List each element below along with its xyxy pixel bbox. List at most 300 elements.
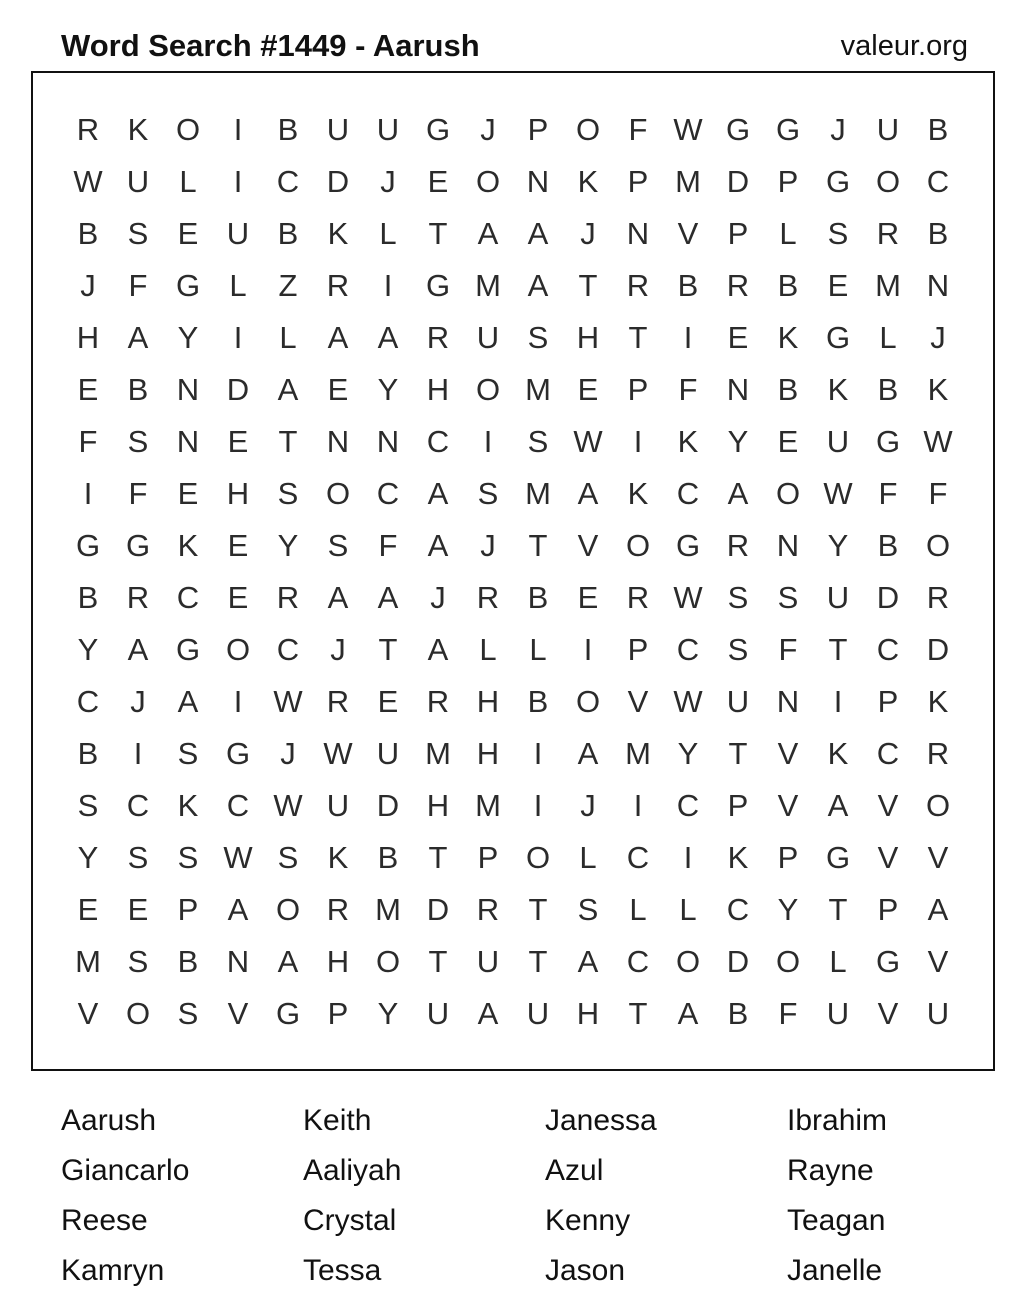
grid-letter[interactable]: T [828, 891, 848, 927]
grid-letter[interactable]: P [777, 163, 799, 199]
grid-letter[interactable]: D [376, 787, 400, 823]
grid-letter[interactable]: I [683, 319, 693, 355]
grid-letter[interactable]: T [278, 423, 298, 459]
grid-letter[interactable]: T [728, 735, 748, 771]
grid-letter[interactable]: E [177, 215, 199, 251]
grid-letter[interactable]: G [825, 839, 851, 875]
grid-letter[interactable]: W [323, 735, 353, 771]
grid-letter[interactable]: I [833, 683, 843, 719]
grid-letter[interactable]: V [677, 215, 699, 251]
grid-letter[interactable]: V [877, 995, 899, 1031]
grid-letter[interactable]: H [326, 943, 350, 979]
grid-letter[interactable]: K [927, 683, 949, 719]
grid-letter[interactable]: O [275, 891, 301, 927]
grid-letter[interactable]: S [527, 423, 549, 459]
grid-letter[interactable]: P [727, 215, 749, 251]
grid-letter[interactable]: H [576, 995, 600, 1031]
grid-letter[interactable]: A [427, 527, 449, 563]
grid-letter[interactable]: L [629, 891, 647, 927]
grid-letter[interactable]: A [127, 319, 149, 355]
grid-letter[interactable]: E [77, 891, 99, 927]
grid-letter[interactable]: F [928, 475, 948, 511]
grid-letter[interactable]: T [528, 943, 548, 979]
grid-letter[interactable]: J [130, 683, 146, 719]
grid-letter[interactable]: A [677, 995, 699, 1031]
grid-letter[interactable]: B [727, 995, 749, 1031]
grid-letter[interactable]: H [426, 371, 450, 407]
grid-letter[interactable]: E [577, 371, 599, 407]
grid-letter[interactable]: D [926, 631, 950, 667]
grid-letter[interactable]: D [326, 163, 350, 199]
grid-letter[interactable]: S [727, 579, 749, 615]
grid-letter[interactable]: O [775, 475, 801, 511]
grid-letter[interactable]: J [80, 267, 96, 303]
grid-letter[interactable]: A [177, 683, 199, 719]
grid-letter[interactable]: C [276, 631, 300, 667]
grid-letter[interactable]: H [576, 319, 600, 355]
grid-letter[interactable]: W [273, 683, 303, 719]
grid-letter[interactable]: C [626, 839, 650, 875]
grid-letter[interactable]: Y [727, 423, 749, 459]
grid-letter[interactable]: K [577, 163, 599, 199]
grid-letter[interactable]: V [877, 787, 899, 823]
grid-letter[interactable]: O [475, 163, 501, 199]
grid-letter[interactable]: S [77, 787, 99, 823]
grid-letter[interactable]: R [626, 267, 650, 303]
grid-letter[interactable]: Y [777, 891, 799, 927]
grid-letter[interactable]: G [75, 527, 101, 563]
grid-letter[interactable]: M [875, 267, 901, 303]
grid-letter[interactable]: B [377, 839, 399, 875]
grid-letter[interactable]: E [577, 579, 599, 615]
grid-letter[interactable]: G [825, 319, 851, 355]
grid-letter[interactable]: U [726, 683, 750, 719]
grid-letter[interactable]: K [127, 111, 149, 147]
grid-letter[interactable]: B [777, 371, 799, 407]
grid-letter[interactable]: Y [677, 735, 699, 771]
grid-letter[interactable]: K [677, 423, 699, 459]
grid-letter[interactable]: C [676, 475, 700, 511]
grid-letter[interactable]: J [330, 631, 346, 667]
grid-letter[interactable]: I [233, 163, 243, 199]
grid-letter[interactable]: D [726, 163, 750, 199]
grid-letter[interactable]: K [327, 839, 349, 875]
grid-letter[interactable]: I [483, 423, 493, 459]
grid-letter[interactable]: I [683, 839, 693, 875]
grid-letter[interactable]: S [177, 735, 199, 771]
grid-letter[interactable]: J [280, 735, 296, 771]
grid-letter[interactable]: P [627, 163, 649, 199]
grid-letter[interactable]: A [227, 891, 249, 927]
grid-letter[interactable]: U [426, 995, 450, 1031]
grid-letter[interactable]: M [475, 267, 501, 303]
grid-letter[interactable]: N [326, 423, 350, 459]
grid-letter[interactable]: E [727, 319, 749, 355]
grid-letter[interactable]: I [83, 475, 93, 511]
grid-letter[interactable]: W [223, 839, 253, 875]
grid-letter[interactable]: J [480, 111, 496, 147]
grid-letter[interactable]: L [229, 267, 247, 303]
grid-letter[interactable]: C [876, 631, 900, 667]
grid-letter[interactable]: F [128, 475, 148, 511]
grid-letter[interactable]: R [476, 579, 500, 615]
grid-letter[interactable]: S [727, 631, 749, 667]
grid-letter[interactable]: C [226, 787, 250, 823]
grid-letter[interactable]: E [327, 371, 349, 407]
grid-letter[interactable]: F [678, 371, 698, 407]
grid-letter[interactable]: G [175, 631, 201, 667]
grid-letter[interactable]: E [227, 423, 249, 459]
grid-letter[interactable]: Z [278, 267, 298, 303]
grid-letter[interactable]: G [875, 423, 901, 459]
grid-letter[interactable]: L [829, 943, 847, 979]
grid-letter[interactable]: K [327, 215, 349, 251]
grid-letter[interactable]: T [378, 631, 398, 667]
grid-letter[interactable]: T [628, 319, 648, 355]
grid-letter[interactable]: B [877, 527, 899, 563]
grid-letter[interactable]: U [476, 943, 500, 979]
grid-letter[interactable]: O [575, 683, 601, 719]
grid-letter[interactable]: W [923, 423, 953, 459]
grid-letter[interactable]: S [277, 839, 299, 875]
grid-letter[interactable]: F [128, 267, 148, 303]
grid-letter[interactable]: G [125, 527, 151, 563]
grid-letter[interactable]: P [327, 995, 349, 1031]
grid-letter[interactable]: D [226, 371, 250, 407]
grid-letter[interactable]: A [277, 943, 299, 979]
grid-letter[interactable]: P [727, 787, 749, 823]
grid-letter[interactable]: A [527, 267, 549, 303]
grid-letter[interactable]: T [428, 215, 448, 251]
grid-letter[interactable]: V [777, 735, 799, 771]
grid-letter[interactable]: J [430, 579, 446, 615]
grid-letter[interactable]: N [376, 423, 400, 459]
grid-letter[interactable]: U [526, 995, 550, 1031]
grid-letter[interactable]: A [327, 579, 349, 615]
grid-letter[interactable]: A [277, 371, 299, 407]
grid-letter[interactable]: O [675, 943, 701, 979]
grid-letter[interactable]: A [127, 631, 149, 667]
grid-letter[interactable]: G [425, 111, 451, 147]
grid-letter[interactable]: O [525, 839, 551, 875]
grid-letter[interactable]: F [78, 423, 98, 459]
grid-letter[interactable]: R [726, 527, 750, 563]
grid-letter[interactable]: T [428, 943, 448, 979]
grid-letter[interactable]: U [826, 579, 850, 615]
grid-letter[interactable]: N [626, 215, 650, 251]
grid-letter[interactable]: A [427, 475, 449, 511]
grid-letter[interactable]: G [675, 527, 701, 563]
grid-letter[interactable]: D [426, 891, 450, 927]
grid-letter[interactable]: C [676, 631, 700, 667]
grid-letter[interactable]: B [877, 371, 899, 407]
grid-letter[interactable]: A [377, 319, 399, 355]
grid-letter[interactable]: L [879, 319, 897, 355]
grid-letter[interactable]: M [425, 735, 451, 771]
grid-letter[interactable]: O [375, 943, 401, 979]
grid-letter[interactable]: I [233, 319, 243, 355]
grid-letter[interactable]: G [225, 735, 251, 771]
grid-letter[interactable]: R [926, 735, 950, 771]
grid-letter[interactable]: W [573, 423, 603, 459]
grid-letter[interactable]: G [725, 111, 751, 147]
grid-letter[interactable]: M [475, 787, 501, 823]
grid-letter[interactable]: E [427, 163, 449, 199]
grid-letter[interactable]: V [927, 839, 949, 875]
grid-letter[interactable]: O [925, 787, 951, 823]
grid-letter[interactable]: E [177, 475, 199, 511]
grid-letter[interactable]: U [826, 423, 850, 459]
grid-letter[interactable]: B [677, 267, 699, 303]
grid-letter[interactable]: U [126, 163, 150, 199]
grid-letter[interactable]: O [325, 475, 351, 511]
grid-letter[interactable]: N [726, 371, 750, 407]
grid-letter[interactable]: S [477, 475, 499, 511]
grid-letter[interactable]: R [626, 579, 650, 615]
grid-letter[interactable]: O [575, 111, 601, 147]
grid-letter[interactable]: B [277, 111, 299, 147]
grid-letter[interactable]: A [727, 475, 749, 511]
grid-letter[interactable]: S [527, 319, 549, 355]
grid-letter[interactable]: A [327, 319, 349, 355]
grid-letter[interactable]: N [176, 423, 200, 459]
grid-letter[interactable]: R [126, 579, 150, 615]
grid-letter[interactable]: G [875, 943, 901, 979]
grid-letter[interactable]: J [580, 787, 596, 823]
grid-letter[interactable]: P [777, 839, 799, 875]
grid-letter[interactable]: M [675, 163, 701, 199]
grid-letter[interactable]: P [627, 371, 649, 407]
grid-letter[interactable]: E [827, 267, 849, 303]
grid-letter[interactable]: A [477, 995, 499, 1031]
grid-letter[interactable]: S [327, 527, 349, 563]
grid-letter[interactable]: U [876, 111, 900, 147]
grid-letter[interactable]: I [633, 423, 643, 459]
grid-letter[interactable]: C [276, 163, 300, 199]
grid-letter[interactable]: R [276, 579, 300, 615]
grid-letter[interactable]: O [925, 527, 951, 563]
grid-letter[interactable]: K [177, 527, 199, 563]
grid-letter[interactable]: O [225, 631, 251, 667]
grid-letter[interactable]: M [525, 371, 551, 407]
grid-letter[interactable]: I [383, 267, 393, 303]
grid-letter[interactable]: L [479, 631, 497, 667]
grid-letter[interactable]: I [533, 735, 543, 771]
grid-letter[interactable]: B [177, 943, 199, 979]
grid-letter[interactable]: C [726, 891, 750, 927]
grid-letter[interactable]: N [776, 527, 800, 563]
grid-letter[interactable]: R [726, 267, 750, 303]
grid-letter[interactable]: W [673, 683, 703, 719]
grid-letter[interactable]: K [177, 787, 199, 823]
grid-letter[interactable]: U [326, 111, 350, 147]
grid-letter[interactable]: J [930, 319, 946, 355]
grid-letter[interactable]: N [926, 267, 950, 303]
grid-letter[interactable]: M [525, 475, 551, 511]
grid-letter[interactable]: M [75, 943, 101, 979]
grid-letter[interactable]: P [177, 891, 199, 927]
grid-letter[interactable]: F [378, 527, 398, 563]
grid-letter[interactable]: O [775, 943, 801, 979]
grid-letter[interactable]: U [226, 215, 250, 251]
grid-letter[interactable]: V [77, 995, 99, 1031]
grid-letter[interactable]: S [277, 475, 299, 511]
grid-letter[interactable]: S [827, 215, 849, 251]
grid-letter[interactable]: R [426, 683, 450, 719]
grid-letter[interactable]: F [628, 111, 648, 147]
grid-letter[interactable]: K [727, 839, 749, 875]
grid-letter[interactable]: O [175, 111, 201, 147]
grid-letter[interactable]: O [475, 371, 501, 407]
grid-letter[interactable]: S [777, 579, 799, 615]
grid-letter[interactable]: I [133, 735, 143, 771]
grid-letter[interactable]: L [279, 319, 297, 355]
grid-letter[interactable]: W [823, 475, 853, 511]
grid-letter[interactable]: H [476, 683, 500, 719]
grid-letter[interactable]: E [77, 371, 99, 407]
grid-letter[interactable]: H [76, 319, 100, 355]
grid-letter[interactable]: I [633, 787, 643, 823]
grid-letter[interactable]: W [73, 163, 103, 199]
grid-letter[interactable]: L [579, 839, 597, 875]
grid-letter[interactable]: V [877, 839, 899, 875]
grid-letter[interactable]: N [226, 943, 250, 979]
grid-letter[interactable]: A [527, 215, 549, 251]
grid-letter[interactable]: V [777, 787, 799, 823]
grid-letter[interactable]: C [76, 683, 100, 719]
grid-letter[interactable]: H [226, 475, 250, 511]
grid-letter[interactable]: P [877, 891, 899, 927]
grid-letter[interactable]: U [376, 735, 400, 771]
grid-letter[interactable]: K [827, 735, 849, 771]
grid-letter[interactable]: Y [827, 527, 849, 563]
grid-letter[interactable]: J [830, 111, 846, 147]
grid-letter[interactable]: R [476, 891, 500, 927]
grid-letter[interactable]: E [377, 683, 399, 719]
grid-letter[interactable]: S [177, 839, 199, 875]
grid-letter[interactable]: O [125, 995, 151, 1031]
grid-letter[interactable]: C [926, 163, 950, 199]
grid-letter[interactable]: A [827, 787, 849, 823]
grid-letter[interactable]: A [477, 215, 499, 251]
grid-letter[interactable]: Y [377, 995, 399, 1031]
grid-letter[interactable]: L [529, 631, 547, 667]
grid-letter[interactable]: W [673, 111, 703, 147]
grid-letter[interactable]: M [375, 891, 401, 927]
grid-letter[interactable]: A [577, 475, 599, 511]
grid-letter[interactable]: W [673, 579, 703, 615]
grid-letter[interactable]: T [528, 527, 548, 563]
grid-letter[interactable]: V [927, 943, 949, 979]
grid-letter[interactable]: B [927, 215, 949, 251]
grid-letter[interactable]: C [876, 735, 900, 771]
grid-letter[interactable]: U [326, 787, 350, 823]
grid-letter[interactable]: R [926, 579, 950, 615]
grid-letter[interactable]: H [426, 787, 450, 823]
grid-letter[interactable]: A [577, 735, 599, 771]
grid-letter[interactable]: G [425, 267, 451, 303]
grid-letter[interactable]: G [775, 111, 801, 147]
grid-letter[interactable]: C [176, 579, 200, 615]
grid-letter[interactable]: Y [277, 527, 299, 563]
grid-letter[interactable]: E [227, 579, 249, 615]
grid-letter[interactable]: Y [77, 631, 99, 667]
grid-letter[interactable]: K [777, 319, 799, 355]
grid-letter[interactable]: I [233, 683, 243, 719]
grid-letter[interactable]: M [625, 735, 651, 771]
grid-letter[interactable]: C [626, 943, 650, 979]
grid-letter[interactable]: B [277, 215, 299, 251]
grid-letter[interactable]: U [826, 995, 850, 1031]
grid-letter[interactable]: T [428, 839, 448, 875]
grid-letter[interactable]: A [577, 943, 599, 979]
grid-letter[interactable]: S [127, 215, 149, 251]
grid-letter[interactable]: G [275, 995, 301, 1031]
grid-letter[interactable]: H [476, 735, 500, 771]
grid-letter[interactable]: B [527, 579, 549, 615]
grid-letter[interactable]: O [625, 527, 651, 563]
grid-letter[interactable]: A [377, 579, 399, 615]
grid-letter[interactable]: W [273, 787, 303, 823]
grid-letter[interactable]: R [326, 267, 350, 303]
grid-letter[interactable]: I [533, 787, 543, 823]
grid-letter[interactable]: J [380, 163, 396, 199]
grid-letter[interactable]: N [176, 371, 200, 407]
grid-letter[interactable]: F [878, 475, 898, 511]
grid-letter[interactable]: P [877, 683, 899, 719]
grid-letter[interactable]: O [875, 163, 901, 199]
grid-letter[interactable]: P [627, 631, 649, 667]
grid-letter[interactable]: F [778, 995, 798, 1031]
grid-letter[interactable]: R [426, 319, 450, 355]
grid-letter[interactable]: L [179, 163, 197, 199]
grid-letter[interactable]: P [477, 839, 499, 875]
grid-letter[interactable]: C [426, 423, 450, 459]
grid-letter[interactable]: A [427, 631, 449, 667]
grid-letter[interactable]: G [175, 267, 201, 303]
grid-letter[interactable]: P [527, 111, 549, 147]
grid-letter[interactable]: R [326, 891, 350, 927]
grid-letter[interactable]: Y [77, 839, 99, 875]
grid-letter[interactable]: K [827, 371, 849, 407]
grid-letter[interactable]: K [927, 371, 949, 407]
grid-letter[interactable]: S [127, 839, 149, 875]
grid-letter[interactable]: I [583, 631, 593, 667]
grid-letter[interactable]: Y [177, 319, 199, 355]
grid-letter[interactable]: A [927, 891, 949, 927]
grid-letter[interactable]: U [476, 319, 500, 355]
grid-letter[interactable]: C [126, 787, 150, 823]
grid-letter[interactable]: T [528, 891, 548, 927]
grid-letter[interactable]: D [876, 579, 900, 615]
grid-letter[interactable]: B [777, 267, 799, 303]
grid-letter[interactable]: T [828, 631, 848, 667]
grid-letter[interactable]: U [926, 995, 950, 1031]
grid-letter[interactable]: R [876, 215, 900, 251]
grid-letter[interactable]: R [76, 111, 100, 147]
grid-letter[interactable]: N [776, 683, 800, 719]
grid-letter[interactable]: R [326, 683, 350, 719]
grid-letter[interactable]: L [679, 891, 697, 927]
grid-letter[interactable]: C [376, 475, 400, 511]
grid-letter[interactable]: E [777, 423, 799, 459]
grid-letter[interactable]: B [77, 579, 99, 615]
grid-letter[interactable]: T [578, 267, 598, 303]
grid-letter[interactable]: D [726, 943, 750, 979]
grid-letter[interactable]: U [376, 111, 400, 147]
grid-letter[interactable]: S [127, 943, 149, 979]
grid-letter[interactable]: B [927, 111, 949, 147]
